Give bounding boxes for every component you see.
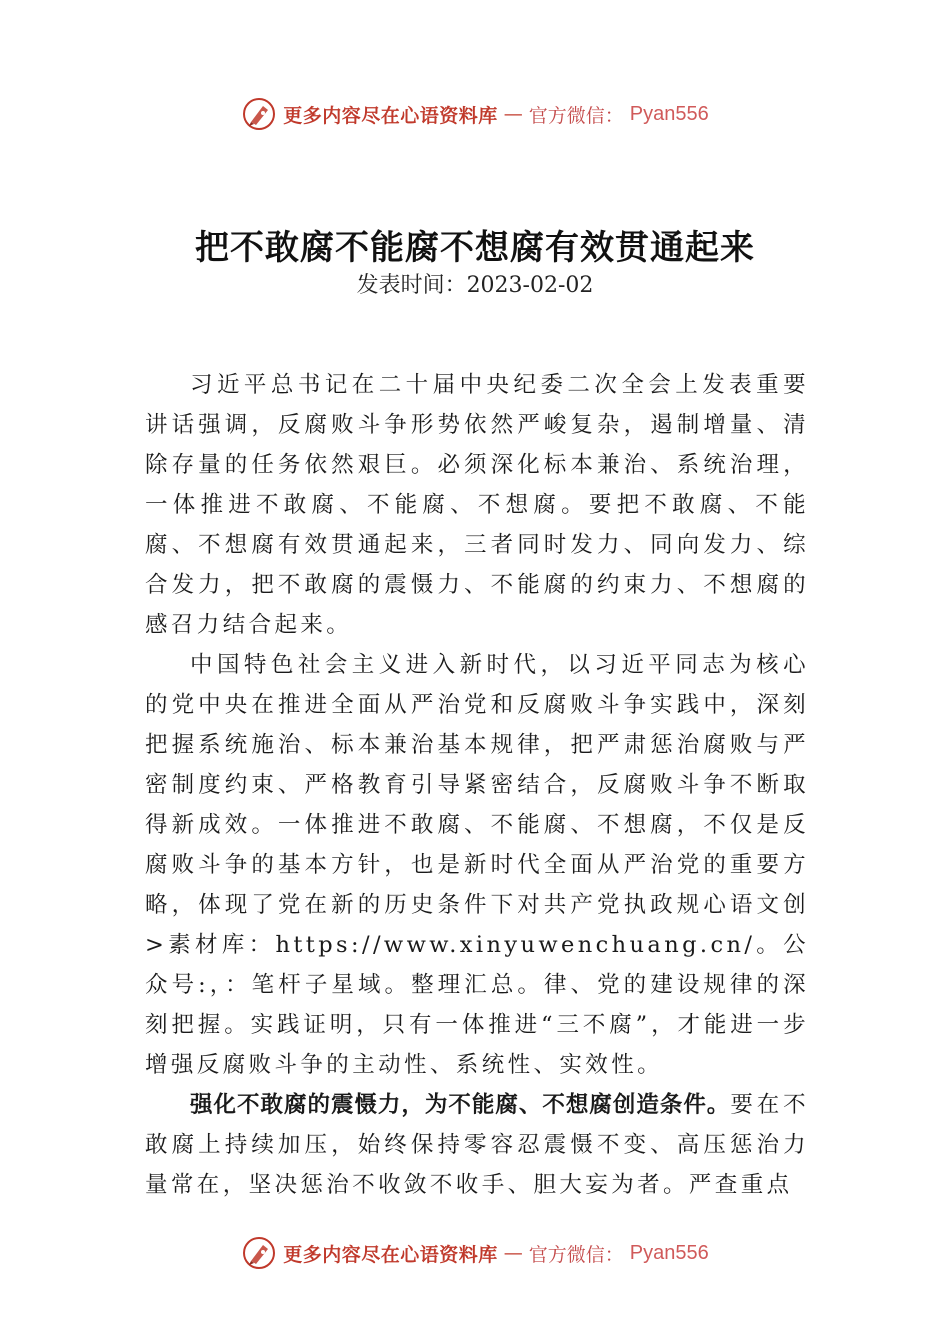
banner-wechat-id: Pyan556 bbox=[629, 1241, 709, 1264]
article-paragraph: 中国特色社会主义进入新时代，以习近平同志为核心的党中央在推进全面从严治党和反腐败斗争实践中，深刻把握系统施治、标本兼治基本规律，把严肃惩治腐败与严密制度约束、严格教育引导紧密结合，反腐败斗争不断取得新成效。一体推进不敢腐、不能腐、不想腐，不仅是反腐败斗争的基本方针，也是新时代全面从严治党的重要方略，体现了党在新的历史条件下对共产党执政规心语文创>素材库：https://www.xinyuwenchuang.cn/。公众号:，：笔杆子星域。整理汇总。律、党的建设规律的深刻把握。实践证明，只有一体推进“三不腐”，才能进一步增强反腐败斗争的主动性、系统性、实效性。 bbox=[145, 652, 809, 1078]
banner-brand-text: 更多内容尽在心语资料库 bbox=[283, 1243, 498, 1266]
article-title: 把不敢腐不能腐不想腐有效贯通起来 bbox=[195, 227, 755, 268]
banner-brand-text: 更多内容尽在心语资料库 bbox=[283, 104, 498, 127]
publish-date: 发表时间：2023-02-02 bbox=[356, 273, 594, 298]
footer-banner bbox=[0, 1233, 950, 1273]
article-body bbox=[145, 365, 809, 1205]
banner-wechat-label: 官方微信： bbox=[528, 104, 624, 127]
banner-wechat-label: 官方微信： bbox=[528, 1243, 624, 1266]
paragraph-rest: 要在不敢腐上持续加压，始终保持零容忍震慑不变、高压惩治力量常在，坚决惩治不收敛不收手、胆大妄为者。严查重点 bbox=[145, 1092, 809, 1198]
paragraph-lead-bold: 强化不敢腐的震慑力，为不能腐、不想腐创造条件。 bbox=[190, 1092, 731, 1118]
pen-nib-logo-icon bbox=[241, 96, 277, 132]
banner-wechat-id: Pyan556 bbox=[629, 102, 709, 125]
banner-separator: — bbox=[503, 1242, 523, 1264]
article-paragraph: 习近平总书记在二十届中央纪委二次全会上发表重要讲话强调，反腐败斗争形势依然严峻复杂，遏制增量、清除存量的任务依然艰巨。必须深化标本兼治、系统治理，一体推进不敢腐、不能腐、不想腐。要把不敢腐、不能腐、不想腐有效贯通起来，三者同时发力、同向发力、综合发力，把不敢腐的震慑力、不能腐的约束力、不想腐的感召力结合起来。 bbox=[145, 372, 809, 638]
banner-separator: — bbox=[503, 103, 523, 125]
article-paragraph bbox=[145, 1085, 809, 1205]
header-banner bbox=[0, 94, 950, 134]
pen-nib-logo-icon bbox=[241, 1235, 277, 1271]
